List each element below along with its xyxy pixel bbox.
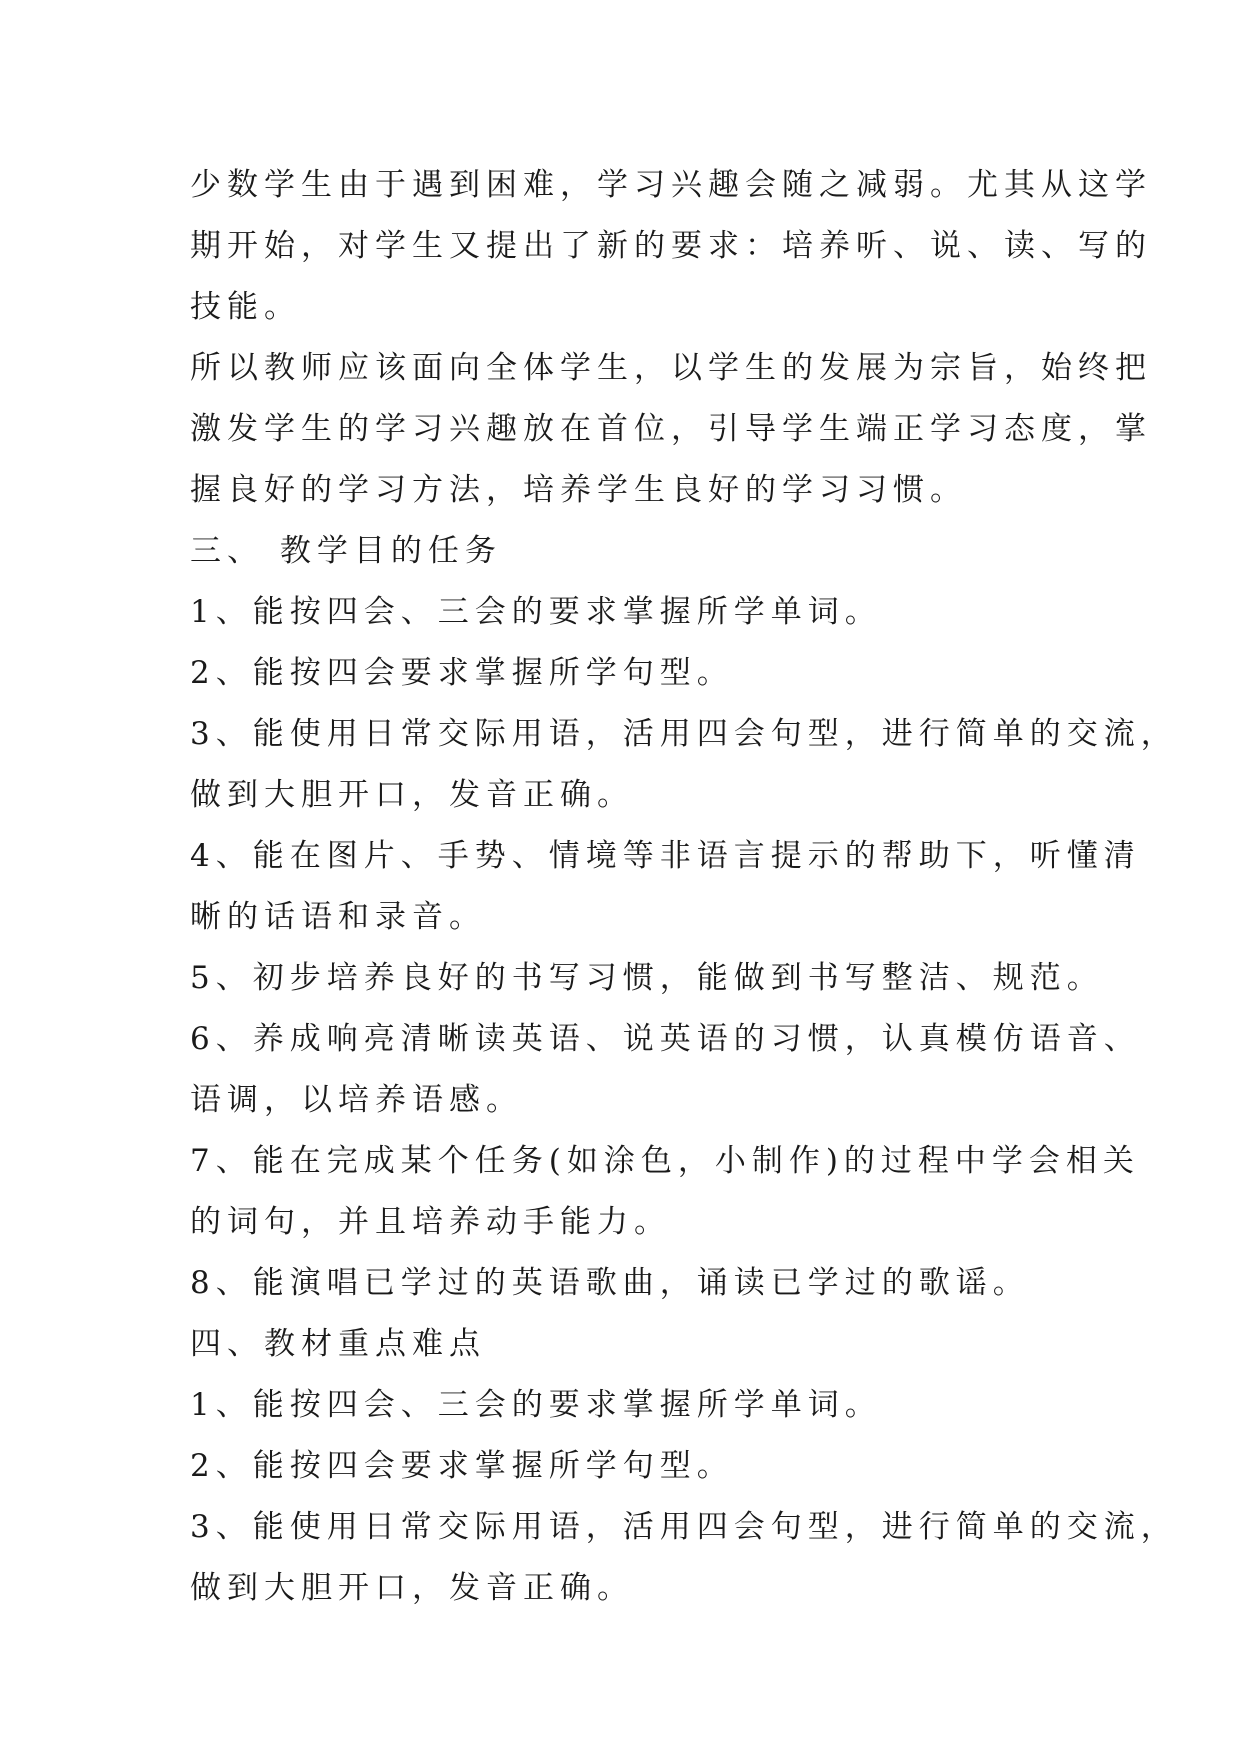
list-item-continuation: 做到大胆开口，发音正确。 — [190, 777, 634, 813]
list-item: 2、能按四会要求掌握所学句型。 — [190, 655, 734, 691]
list-item-continuation: 的词句，并且培养动手能力。 — [190, 1204, 671, 1240]
text-line: 所以教师应该面向全体学生，以学生的发展为宗旨，始终把 — [190, 350, 1152, 386]
text-line: 少数学生由于遇到困难，学习兴趣会随之减弱。尤其从这学 — [190, 167, 1152, 203]
list-item: 3、能使用日常交际用语，活用四会句型，进行简单的交流， — [190, 1509, 1178, 1545]
section-heading: 三、 教学目的任务 — [190, 533, 502, 569]
section-heading: 四、教材重点难点 — [190, 1326, 486, 1362]
document-body — [190, 155, 1178, 1619]
text-line: 技能。 — [190, 289, 301, 325]
list-item: 2、能按四会要求掌握所学句型。 — [190, 1448, 734, 1484]
list-item: 7、能在完成某个任务(如涂色，小制作)的过程中学会相关 — [190, 1143, 1140, 1179]
list-item: 5、初步培养良好的书写习惯，能做到书写整洁、规范。 — [190, 960, 1104, 996]
list-item-continuation: 语调，以培养语感。 — [190, 1082, 523, 1118]
text-line: 期开始，对学生又提出了新的要求：培养听、说、读、写的 — [190, 228, 1152, 264]
text-line: 握良好的学习方法，培养学生良好的学习习惯。 — [190, 472, 967, 508]
list-item: 4、能在图片、手势、情境等非语言提示的帮助下，听懂清 — [190, 838, 1141, 874]
text-line: 激发学生的学习兴趣放在首位，引导学生端正学习态度，掌 — [190, 411, 1152, 447]
list-item: 6、养成响亮清晰读英语、说英语的习惯，认真模仿语音、 — [190, 1021, 1141, 1057]
list-item: 3、能使用日常交际用语，活用四会句型，进行简单的交流， — [190, 716, 1178, 752]
list-item: 1、能按四会、三会的要求掌握所学单词。 — [190, 1387, 882, 1423]
list-item-continuation: 晰的话语和录音。 — [190, 899, 486, 935]
list-item-continuation: 做到大胆开口，发音正确。 — [190, 1570, 634, 1606]
list-item: 8、能演唱已学过的英语歌曲，诵读已学过的歌谣。 — [190, 1265, 1030, 1301]
list-item: 1、能按四会、三会的要求掌握所学单词。 — [190, 594, 882, 630]
